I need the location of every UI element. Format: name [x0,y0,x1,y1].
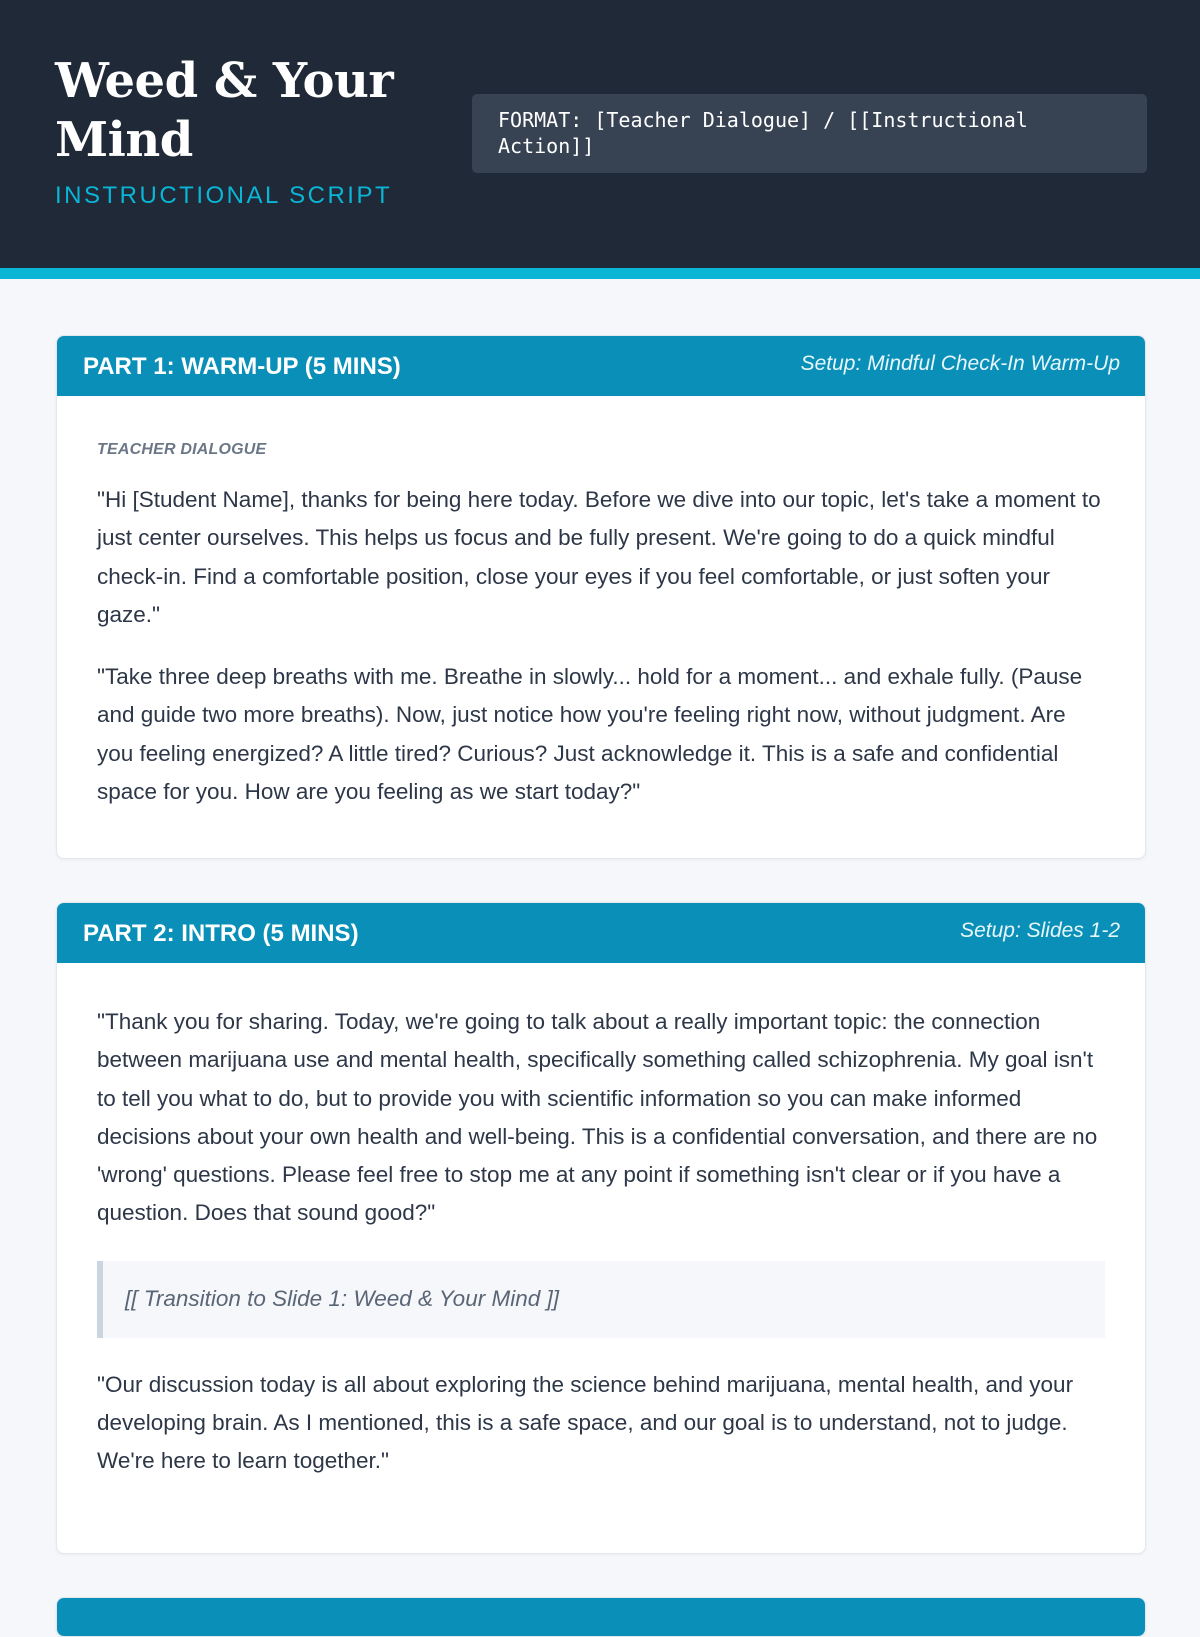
part-2-header [57,903,1145,963]
instructional-action: [[ Transition to Slide 1: Weed & Your Mind ]] [97,1261,1105,1338]
teacher-dialogue-label: TEACHER DIALOGUE [97,441,267,458]
part-1-setup: Setup: Mindful Check-In Warm-Up [800,352,1120,375]
part-2-body [57,1003,1145,1481]
dialogue-paragraph: "Take three deep breaths with me. Breathe in slowly... hold for a moment... and exhale fully. (Pause and guide two more breaths). Now, just notice how you're feeling right now, without judgment. Are you feeling energized? A little tired? Curious? Just acknowledge it. This is a safe and confidential space for you. How are you feeling as we start today?" [97,664,1083,805]
part-1-body [57,441,1145,811]
page-title: Weed & Your Mind [55,53,394,168]
header-accent-bar [0,268,1200,279]
dialogue-paragraph: "Our discussion today is all about exploring the science behind marijuana, mental health, and your developing brain. As I mentioned, this is a safe space, and our goal is to understand, not to judge. We're here to learn together." [97,1371,1074,1474]
part-2-setup: Setup: Slides 1-2 [960,919,1120,942]
part-2-card [56,902,1146,1554]
part-1-card [56,335,1146,859]
part-2-title: PART 2: INTRO (5 MINS) [83,920,359,947]
format-note: FORMAT: [Teacher Dialogue] / [[Instructional Action]] [472,94,1147,173]
part-3-card-partial [56,1597,1146,1637]
page-subtitle: INSTRUCTIONAL SCRIPT [55,182,393,209]
dialogue-paragraph: "Thank you for sharing. Today, we're going to talk about a really important topic: the connection between marijuana use and mental health, specifically something called schizophrenia. My goal isn't to tell you what to do, but to provide you with scientific information so you can make informed decisions about your own health and well-being. This is a confidential conversation, and there are no 'wrong' questions. Please feel free to stop me at any point if something isn't clear or if you have a question. Does that sound good?" [97,1009,1098,1226]
part-1-title: PART 1: WARM-UP (5 MINS) [83,353,401,380]
part-3-header [57,1598,1145,1637]
part-1-header [57,336,1145,396]
page-header [0,0,1200,268]
dialogue-paragraph: "Hi [Student Name], thanks for being here today. Before we dive into our topic, let's take a moment to just center ourselves. This helps us focus and be fully present. We're going to do a quick mindful check-in. Find a comfortable position, close your eyes if you feel comfortable, or just soften your gaze." [97,487,1101,627]
